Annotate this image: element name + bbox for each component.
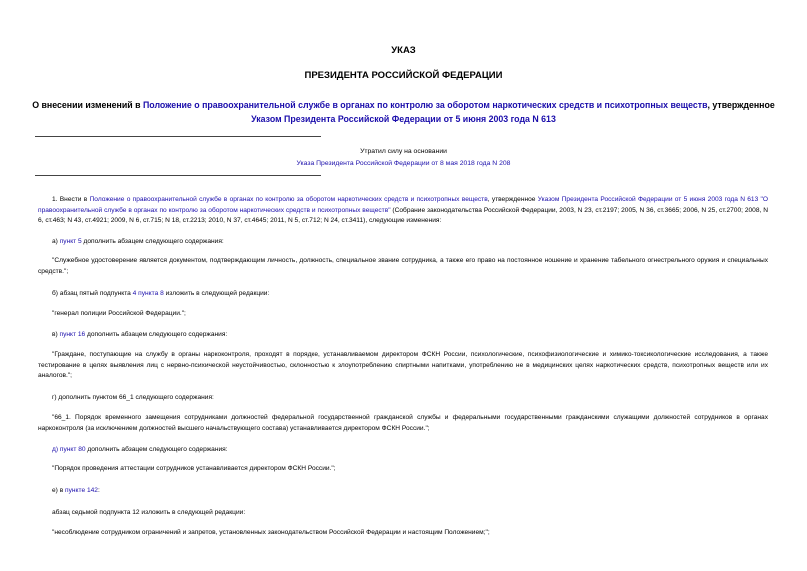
divider-top: [35, 136, 321, 137]
subject-mid: , утвержденное: [707, 100, 775, 110]
item-v-link[interactable]: пункт 16: [59, 331, 86, 338]
item-a-text: дополнить абзацем следующего содержания:: [81, 238, 224, 245]
p1-text-2: , утвержденное: [487, 196, 538, 203]
p1-text-3: (Собрание законодательства Российской Федерации, 2003, N 23, ст.2197; 2005, N 36, ст.3665; 2006, N 25, ст.2700; 2008, N 6, ст.463; N 43, ст.4921; 2009, N 6, ст.715; N 18, ст.2213; 2010, N 37, ст.4645; 2011, N 5, ст.712; N 24, ст.3411), следующие изменения:: [38, 206, 768, 224]
item-a-quote: "Служебное удостоверение является документом, подтверждающим личность, должность, специальное звание сотрудника, а также его право на постоянное ношение и хранение табельного огнестрельного оружия и специальных средств.";: [38, 257, 768, 275]
item-d-quote: "Порядок проведения аттестации сотрудников устанавливается директором ФСКН России.";: [52, 465, 336, 472]
p1-link-regulation[interactable]: Положение о правоохранительной службе в органах по контролю за оборотом наркотических средств и психотропных веществ: [89, 196, 488, 203]
item-b-prefix: б) абзац пятый подпункта: [52, 290, 133, 297]
item-a-link[interactable]: пункт 5: [59, 238, 82, 245]
item-v-quote: "Граждане, поступающие на службу в органы наркоконтроля, проходят в порядке, устанавливаемом директором ФСКН России, психологические, психофизиологические и химико-токсикологические исследования, а также тестирование в целях выявления лиц с нервно-психической неустойчивостью, склонностью к злоупотреблению спиртными напитками, употреблению не в медицинских целях наркотических средств, психотропных веществ или их аналогов.";: [38, 351, 768, 379]
divider-bottom: [35, 175, 321, 176]
item-b: [38, 289, 768, 300]
document-issuer: ПРЕЗИДЕНТА РОССИЙСКОЙ ФЕДЕРАЦИИ: [304, 70, 503, 81]
item-d: [38, 445, 768, 456]
item-g-quote: "66_1. Порядок временного замещения сотрудниками должностей федеральной государственной гражданской службы и федеральными государственными гражданскими служащими должностей сотрудников в органах наркоконтроля (за исключением должностей высшего начальствующего состава) устанавливается директором ФСКН России.";: [38, 414, 768, 432]
subject-prefix: О внесении изменений в: [32, 100, 143, 110]
item-b-text: изложить в следующей редакции:: [163, 290, 270, 297]
item-b-link[interactable]: 4 пункта 8: [132, 290, 164, 297]
item-v: [38, 330, 768, 341]
p1-text-1: 1. Внести в: [52, 196, 90, 203]
item-e-prefix: е) в: [52, 487, 66, 494]
document-subject: [30, 98, 777, 126]
item-a-prefix: а): [52, 238, 60, 245]
lost-force-link[interactable]: Указа Президента Российской Федерации от 8 мая 2018 года N 208: [296, 160, 511, 167]
item-v-text: дополнить абзацем следующего содержания:: [85, 331, 228, 338]
item-v-prefix: в): [52, 331, 60, 338]
subject-link-decree[interactable]: Указом Президента Российской Федерации от 5 июня 2003 года N 613: [251, 114, 556, 124]
item-e-sub: абзац седьмой подпункта 12 изложить в следующей редакции:: [52, 509, 246, 516]
lost-force-note: Утратил силу на основании: [360, 148, 447, 155]
item-e: [38, 486, 768, 497]
item-e-text: :: [97, 487, 100, 494]
item-a: [38, 237, 768, 248]
item-d-link[interactable]: д) пункт 80: [52, 446, 86, 453]
document-title: УКАЗ: [391, 45, 416, 56]
paragraph-1: [38, 195, 768, 227]
item-g: г) дополнить пунктом 66_1 следующего содержания:: [52, 394, 214, 401]
p1-link-decree[interactable]: Указом Президента Российской Федерации от 5 июня 2003 года N 613 "О правоохранительной службе в органах по контролю за оборотом наркотических средств и психотропных веществ": [38, 196, 768, 214]
subject-link-regulation[interactable]: Положение о правоохранительной службе в органах по контролю за оборотом наркотических средств и психотропных веществ: [142, 100, 708, 110]
item-e-link[interactable]: пункте 142: [65, 487, 98, 494]
item-e-quote: "несоблюдение сотрудником ограничений и запретов, установленных законодательством Российской Федерации и настоящим Положением;";: [52, 529, 490, 536]
item-b-quote: "генерал полиции Российской Федерации.";: [52, 310, 186, 317]
item-d-text: дополнить абзацем следующего содержания:: [85, 446, 228, 453]
lost-force-link-line: [0, 160, 807, 167]
